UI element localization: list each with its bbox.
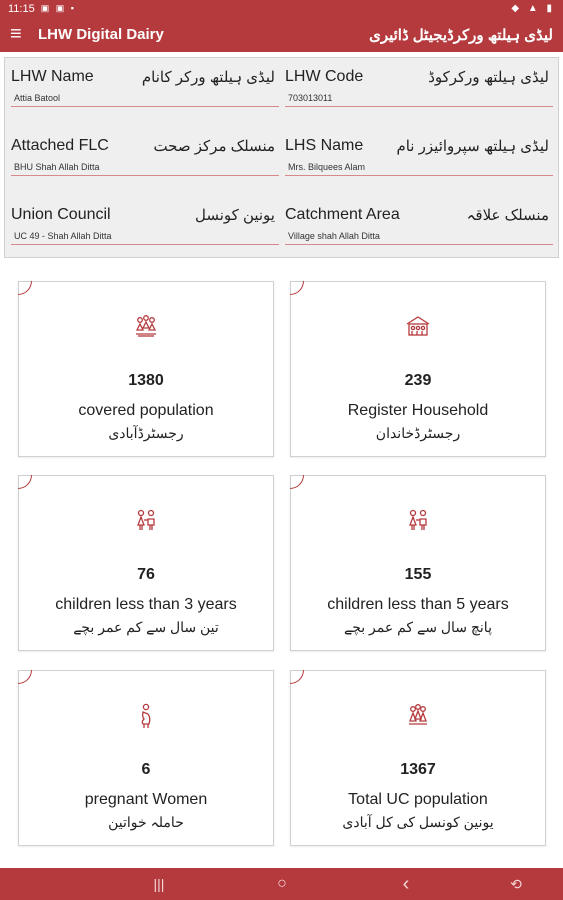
status-bar (0, 0, 563, 17)
children-under-5-card[interactable] (290, 475, 546, 651)
lhw-code-label: LHW Code (285, 68, 364, 85)
attached-flc-field (11, 133, 279, 177)
notification-icons: ▣ ▣ ▪ (40, 3, 76, 13)
children-under-3-card[interactable] (18, 475, 274, 651)
home-icon[interactable]: ○ (277, 875, 287, 892)
card-label-urdu: رجسٹرڈخاندان (375, 425, 461, 441)
card-value: 1380 (128, 372, 164, 389)
register-household-card[interactable] (290, 281, 546, 457)
lhw-info-panel (4, 57, 559, 258)
back-icon[interactable]: ‹ (402, 873, 410, 895)
union-council-label: Union Council (11, 206, 111, 223)
corner-accent (290, 475, 304, 489)
lhs-name-field (285, 133, 553, 177)
union-council-field (11, 202, 279, 246)
card-label: children less than 5 years (327, 596, 509, 613)
card-label-urdu: یونین کونسل کی کل آبادی (342, 814, 494, 830)
app-bar (0, 17, 563, 52)
card-label: Total UC population (348, 791, 488, 808)
attached-flc-label-urdu: منسلک مرکز صحت (153, 138, 275, 155)
corner-accent (290, 281, 304, 295)
lhs-name-value: Mrs. Bilquees Alam (288, 162, 366, 172)
card-label: pregnant Women (84, 791, 208, 808)
covered-population-card[interactable] (18, 281, 274, 457)
catchment-area-label: Catchment Area (285, 206, 400, 223)
status-time: 11:15 (8, 2, 35, 15)
field-underline (285, 244, 553, 245)
catchment-area-label-urdu: منسلک علاقہ (466, 207, 549, 224)
field-underline (11, 244, 279, 245)
pregnant-woman-icon (19, 703, 273, 727)
card-value: 155 (404, 566, 432, 583)
lhw-code-value: 703013011 (288, 93, 333, 103)
menu-icon[interactable]: ≡ (10, 23, 22, 45)
lhs-name-label: LHS Name (285, 137, 364, 154)
union-council-label-urdu: یونین کونسل (194, 207, 275, 224)
household-icon (291, 314, 545, 338)
card-value: 239 (404, 372, 432, 389)
corner-accent (290, 670, 304, 684)
field-underline (11, 175, 279, 176)
field-underline (285, 175, 553, 176)
union-council-value: UC 49 - Shah Allah Ditta (14, 231, 112, 241)
rotate-icon[interactable]: ⟲ (510, 876, 522, 892)
catchment-area-field (285, 202, 553, 246)
card-label-urdu: رجسٹرڈآبادی (108, 425, 184, 441)
app-title-urdu: لیڈی ہیلتھ ورکرڈیجیٹل ڈائیری (369, 26, 553, 44)
card-label-urdu: حاملہ خواتین (108, 814, 184, 830)
corner-accent (18, 670, 32, 684)
attached-flc-value: BHU Shah Allah Ditta (14, 162, 100, 172)
card-label: Register Household (347, 402, 489, 419)
children-icon (291, 508, 545, 532)
lhw-code-field (285, 64, 553, 108)
lhw-name-label: LHW Name (11, 68, 94, 85)
app-title: LHW Digital Dairy (38, 26, 164, 43)
lhw-name-field (11, 64, 279, 108)
recents-icon[interactable]: ||| (153, 876, 165, 892)
catchment-area-value: Village shah Allah Ditta (288, 231, 380, 241)
system-nav-bar (0, 868, 563, 900)
lhs-name-label-urdu: لیڈی ہیلتھ سپروائیزر نام (396, 138, 549, 155)
card-label-urdu: تین سال سے کم عمر بچے (73, 619, 219, 635)
card-label-urdu: پانچ سال سے کم عمر بچے (344, 619, 492, 635)
card-label: covered population (78, 402, 214, 419)
corner-accent (18, 475, 32, 489)
group-people-icon (19, 314, 273, 338)
pregnant-women-card[interactable] (18, 670, 274, 846)
lhw-code-label-urdu: لیڈی ہیلتھ ورکرکوڈ (428, 69, 549, 86)
lhw-name-label-urdu: لیڈی ہیلتھ ورکر کانام (141, 69, 275, 86)
field-underline (11, 106, 279, 107)
lhw-name-value: Attia Batool (14, 93, 61, 103)
card-value: 76 (137, 566, 155, 583)
corner-accent (18, 281, 32, 295)
field-underline (285, 106, 553, 107)
card-value: 6 (141, 761, 151, 778)
attached-flc-label: Attached FLC (11, 137, 109, 154)
card-label: children less than 3 years (55, 596, 237, 613)
card-value: 1367 (400, 761, 436, 778)
children-icon (19, 508, 273, 532)
population-icon (291, 703, 545, 727)
system-icons: ◆ ▲ ▮ (511, 3, 555, 14)
total-uc-population-card[interactable] (290, 670, 546, 846)
